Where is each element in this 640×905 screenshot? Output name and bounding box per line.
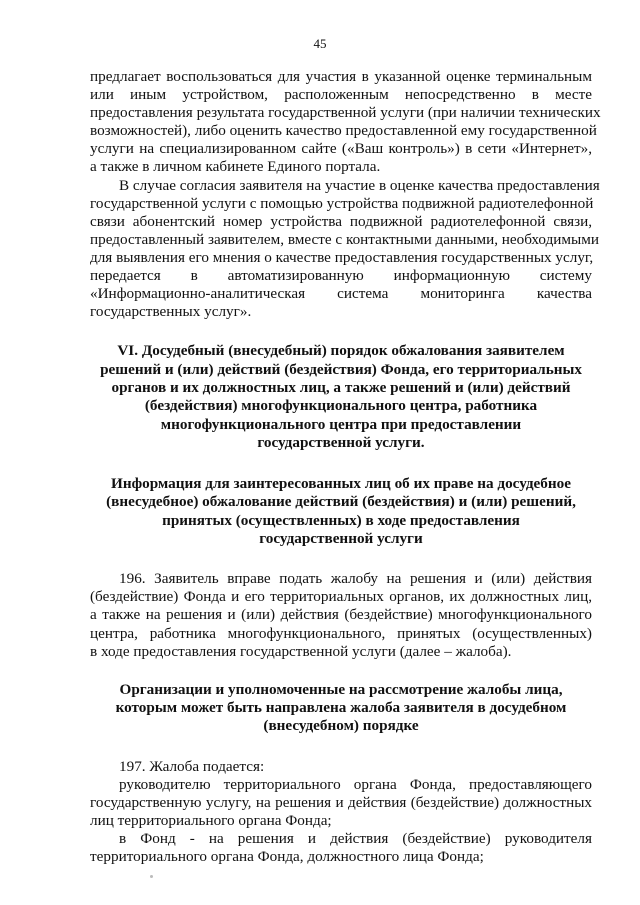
text-line: передается в автоматизированную информационную систему [90,267,592,285]
text-line: для выявления его мнения о качестве предоставления государственных услуг, [90,248,594,266]
text-line: предоставленный заявителем, вместе с контактными данными, необходимыми [90,230,599,248]
paragraph-196 [90,570,592,660]
heading-line: многофункционального центра при предоставлении [160,415,522,433]
text-line: «Информационно-аналитическая система мониторинга качества [90,285,592,303]
text-line: государственную услугу, на решения и действия (бездействие) должностных [90,793,592,811]
heading-line: Информация для заинтересованных лиц об их праве на досудебное [111,475,571,493]
heading-line: Организации и уполномоченные на рассмотрение жалобы лица, [119,680,563,698]
text-line: в ходе предоставления государственной услуги (далее – жалоба). [90,642,512,660]
text-line: связи абонентский номер устройства подвижной радиотелефонной связи, [90,212,592,230]
page-number: 45 [313,36,327,51]
text-line: предоставления результата государственной услуги (при наличии технических [90,104,601,122]
text-line: в Фонд - на решения и действия (бездействие) руководителя [119,830,592,848]
text-line: государственных услуг». [90,303,252,321]
text-line: лиц территориального органа Фонда; [90,811,332,829]
heading-line: государственной услуги. [257,433,425,451]
heading-line: VI. Досудебный (внесудебный) порядок обжалования заявителем [117,342,565,360]
scan-speck [150,875,153,878]
text-line: 197. Жалоба подается: [119,757,265,775]
text-line: руководителю территориального органа Фонда, предоставляющего [119,775,592,793]
text-line: возможностей), либо оценить качество предоставленной ему государственной [90,122,597,140]
section-heading-vi [90,342,592,452]
text-line: (бездействие) Фонда и его территориальных органов, их должностных лиц, [90,588,592,606]
heading-line: решений и (или) действий (бездействия) Фонда, его территориальных [100,360,582,378]
heading-line: принятых (осуществленных) в ходе предоставления [162,511,520,529]
paragraph-197 [90,758,592,776]
heading-line: органов и их должностных лиц, а также решений и (или) действий [111,378,571,396]
text-line: 196. Заявитель вправе подать жалобу на решения и (или) действия [119,570,592,588]
heading-line: (внесудебное) обжалование действий (бездействия) и (или) решений, [106,493,576,511]
text-line: территориального органа Фонда, должностного лица Фонда; [90,848,484,866]
heading-line: которым может быть направлена жалоба заявителя в досудебном [115,699,567,717]
heading-line: (бездействия) многофункционального центра, работника [144,397,538,415]
heading-line: государственной услуги [259,529,423,547]
text-line: а также на решения и (или) действия (бездействие) многофункционального [90,606,592,624]
text-line: или иным устройством, расположенным непосредственно в месте [90,86,592,104]
paragraph-197-item-territorial [90,776,592,830]
paragraph-197-item-fund [90,830,592,866]
subsection-heading-information [90,475,592,548]
paragraph-oценка-continuation [90,68,601,177]
document-body [90,68,601,866]
paragraph-consent [90,176,600,322]
text-line: предлагает воспользоваться для участия в указанной оценке терминальным [90,68,592,85]
subsection-heading-organizations [90,681,592,736]
text-line: а также в личном кабинете Единого портала. [90,158,381,176]
text-line: центра, работника многофункционального, принятых (осуществленных) [90,624,592,642]
text-line: государственной услуги с помощью устройства подвижной радиотелефонной [90,194,594,212]
heading-line: (внесудебном) порядке [263,717,419,735]
text-line: услуги на специализированном сайте («Ваш контроль») в сети «Интернет», [90,140,592,158]
text-line: В случае согласия заявителя на участие в оценке качества предоставления [119,176,600,194]
